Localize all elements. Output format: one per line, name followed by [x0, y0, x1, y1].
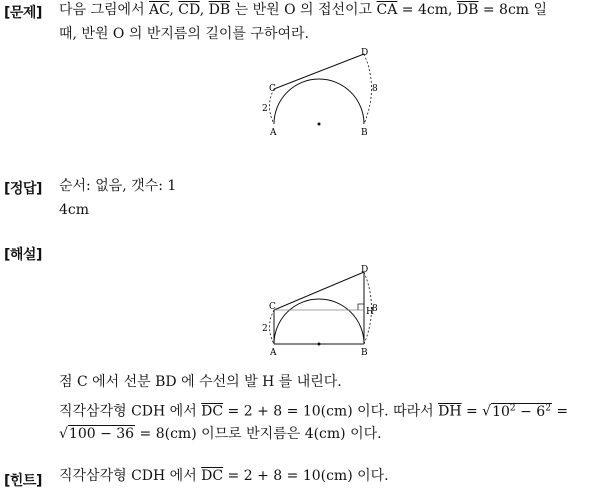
arc-ca — [270, 89, 275, 124]
arc-db — [364, 54, 372, 124]
segment-cd: $\overline{CD}$ — [178, 2, 200, 18]
answer-value: 4cm — [59, 202, 90, 218]
answer-tag: [정답] — [4, 181, 42, 197]
label-d: D — [361, 48, 369, 58]
segment-ca: $\overline{CA}$ — [376, 2, 398, 18]
label-ca-length: 2 — [262, 324, 268, 334]
right-angle-mark — [358, 304, 364, 310]
segment-db-2: $\overline{DB}$ — [456, 2, 479, 18]
hint-line: 직각삼각형 CDH 에서 $\overline{DC} = 2 + 8 = 10(cm)$ 이다. — [59, 468, 389, 484]
answer-line-1: 순서: 없음, 갯수: 1 — [59, 178, 177, 194]
figure-2 — [255, 262, 385, 356]
label-db-length: 8 — [372, 304, 378, 314]
label-c: C — [269, 302, 276, 312]
sqrt-expression-1: $√10^2 - 6^2$ — [482, 403, 551, 420]
label-d: D — [361, 265, 369, 275]
explanation-tag: [해설] — [4, 247, 42, 263]
explanation-line-1: 점 C 에서 선분 BD 에 수선의 발 H 를 내린다. — [59, 374, 342, 390]
problem-line-2: 때, 반원 O 의 반지름의 길이를 구하여라. — [59, 26, 309, 42]
problem-tag: [문제] — [4, 5, 42, 21]
label-ca-length: 2 — [262, 104, 268, 114]
label-b: B — [361, 128, 368, 138]
line-cd — [274, 54, 364, 89]
label-db-length: 8 — [372, 84, 378, 94]
arc-ca — [270, 310, 275, 344]
hint-tag: [힌트] — [4, 473, 42, 489]
semicircle — [274, 79, 364, 124]
label-a: A — [270, 128, 277, 138]
segment-dc: $\overline{DC}$ — [201, 468, 224, 484]
explanation-line-3: √100 − 36 = 8(cm) 이므로 반지름은 4(cm) 이다. — [59, 426, 382, 442]
label-h: H — [366, 307, 374, 317]
label-b: B — [361, 348, 368, 356]
line-cd — [274, 272, 364, 310]
explanation-line-2: 직각삼각형 CDH 에서 $\overline{DC} = 2 + 8 = 10(cm)$ 이다. 따라서 $\overline{DH} = √10^2 - 6^2$ = — [59, 398, 568, 422]
semicircle — [274, 299, 364, 344]
problem-line-1: 다음 그림에서 $\overline{AC}$, $\overline{CD}$, $\overline{DB}$ 는 반원 O 의 접선이고 $\overline{CA} = 4cm$, $\overline{DB} = 8cm$ 일 — [59, 2, 548, 18]
center-o — [318, 123, 321, 126]
figure-1 — [255, 46, 385, 138]
segment-ac: $\overline{AC}$ — [149, 2, 170, 18]
sqrt-expression-2: √100 − 36 — [59, 426, 135, 442]
label-c: C — [269, 84, 276, 94]
label-a: A — [270, 348, 277, 356]
segment-dh: $\overline{DH}$ — [438, 403, 462, 420]
center-o — [318, 343, 321, 346]
segment-dc: $\overline{DC}$ — [201, 403, 224, 420]
segment-db: $\overline{DB}$ — [208, 2, 231, 18]
